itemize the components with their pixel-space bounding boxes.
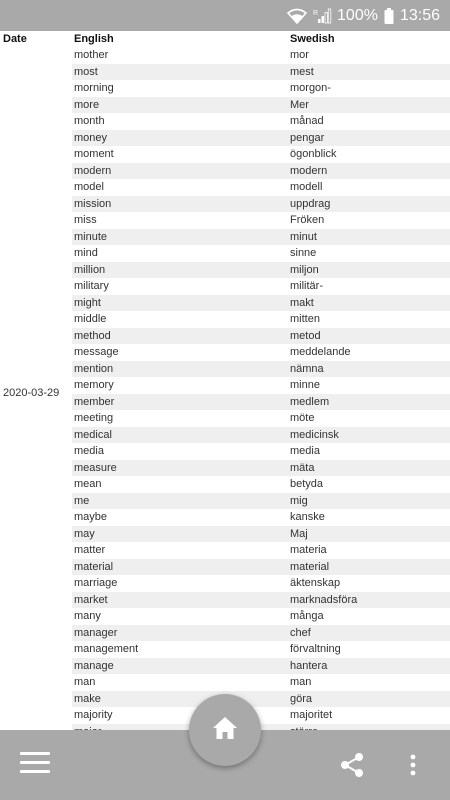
swedish-word: månad [290, 115, 324, 127]
table-row[interactable] [0, 47, 450, 64]
swedish-word: sinne [290, 247, 317, 259]
english-word: most [72, 64, 288, 81]
swedish-word: göra [288, 691, 450, 708]
swedish-word: pengar [288, 130, 450, 147]
english-word: manage [72, 658, 288, 675]
swedish-word: Fröken [290, 214, 325, 226]
english-word: majority [74, 709, 113, 721]
home-button[interactable] [189, 694, 261, 766]
english-word: memory [74, 379, 114, 391]
swedish-word: mest [288, 64, 450, 81]
english-word: marriage [74, 577, 118, 589]
svg-text:R: R [313, 9, 319, 17]
status-bar [0, 0, 450, 31]
english-word: message [74, 346, 119, 358]
english-word: moment [74, 148, 114, 160]
vocabulary-table [0, 31, 450, 740]
english-word: method [72, 328, 288, 345]
swedish-word: förvaltning [290, 643, 341, 655]
swedish-word: hantera [288, 658, 450, 675]
english-word: mother [74, 49, 109, 61]
header-date: Date [3, 33, 27, 45]
swedish-word: metod [288, 328, 450, 345]
swedish-word: meddelande [290, 346, 351, 358]
english-word: manager [72, 625, 288, 642]
english-word: member [72, 394, 288, 411]
swedish-word: man [290, 676, 312, 688]
english-word: matter [74, 544, 106, 556]
swedish-word: minut [288, 229, 450, 246]
swedish-word: kanske [290, 511, 325, 523]
more-vertical-icon[interactable] [406, 752, 420, 778]
swedish-word: uppdrag [288, 196, 450, 213]
signal-icon [313, 8, 331, 24]
english-word: man [74, 676, 96, 688]
swedish-word: Maj [288, 526, 450, 543]
swedish-word: mäta [288, 460, 450, 477]
english-word: me [72, 493, 288, 510]
english-word: media [74, 445, 104, 457]
english-word: maybe [74, 511, 108, 523]
swedish-word: minne [290, 379, 320, 391]
swedish-word: äktenskap [290, 577, 341, 589]
header-swedish: Swedish [290, 33, 335, 45]
swedish-word: betyda [290, 478, 324, 490]
english-word: market [72, 592, 288, 609]
english-word: material [72, 559, 288, 576]
english-word: miss [74, 214, 97, 226]
swedish-word: marknadsföra [288, 592, 450, 609]
swedish-word: majoritet [290, 709, 333, 721]
battery-icon [384, 8, 394, 24]
swedish-word: media [290, 445, 320, 457]
swedish-word: makt [288, 295, 450, 312]
english-word: may [72, 526, 288, 543]
english-word: more [72, 97, 288, 114]
english-word: mind [74, 247, 98, 259]
english-word: many [74, 610, 101, 622]
swedish-word: morgon- [290, 82, 331, 94]
english-word: management [74, 643, 139, 655]
swedish-word: många [290, 610, 324, 622]
english-word: model [74, 181, 104, 193]
english-word: modern [72, 163, 288, 180]
english-word: mean [74, 478, 102, 490]
swedish-word: militär- [290, 280, 323, 292]
clock: 13:56 [399, 6, 440, 24]
swedish-word: mor [290, 49, 309, 61]
english-word: medical [72, 427, 288, 444]
swedish-word: material [288, 559, 450, 576]
table-header-row [0, 31, 450, 47]
swedish-word: nämna [288, 361, 450, 378]
english-word: mission [72, 196, 288, 213]
english-word: morning [74, 82, 114, 94]
swedish-word: modell [290, 181, 323, 193]
date-cell: 2020-03-29 [0, 47, 72, 740]
swedish-word: miljon [288, 262, 450, 279]
english-word: million [72, 262, 288, 279]
english-word: military [74, 280, 109, 292]
menu-icon[interactable] [20, 752, 50, 778]
vocabulary-table-container[interactable] [0, 31, 450, 730]
english-word: minute [72, 229, 288, 246]
header-english: English [74, 33, 114, 45]
swedish-word: materia [290, 544, 327, 556]
swedish-word: modern [288, 163, 450, 180]
home-icon [212, 716, 238, 745]
swedish-word: mitten [290, 313, 320, 325]
swedish-word: chef [288, 625, 450, 642]
swedish-word: ögonblick [290, 148, 337, 160]
english-word: might [72, 295, 288, 312]
english-word: month [74, 115, 105, 127]
share-icon[interactable] [339, 752, 365, 778]
swedish-word: Mer [288, 97, 450, 114]
battery-percent: 100% [337, 6, 378, 24]
swedish-word: mig [288, 493, 450, 510]
english-word: mention [72, 361, 288, 378]
swedish-word: möte [290, 412, 315, 424]
swedish-word: medlem [288, 394, 450, 411]
table-body [0, 47, 450, 740]
wifi-icon [287, 8, 307, 24]
english-word: money [72, 130, 288, 147]
english-word: measure [72, 460, 288, 477]
english-word: make [72, 691, 288, 708]
english-word: middle [74, 313, 107, 325]
swedish-word: medicinsk [288, 427, 450, 444]
english-word: meeting [74, 412, 114, 424]
